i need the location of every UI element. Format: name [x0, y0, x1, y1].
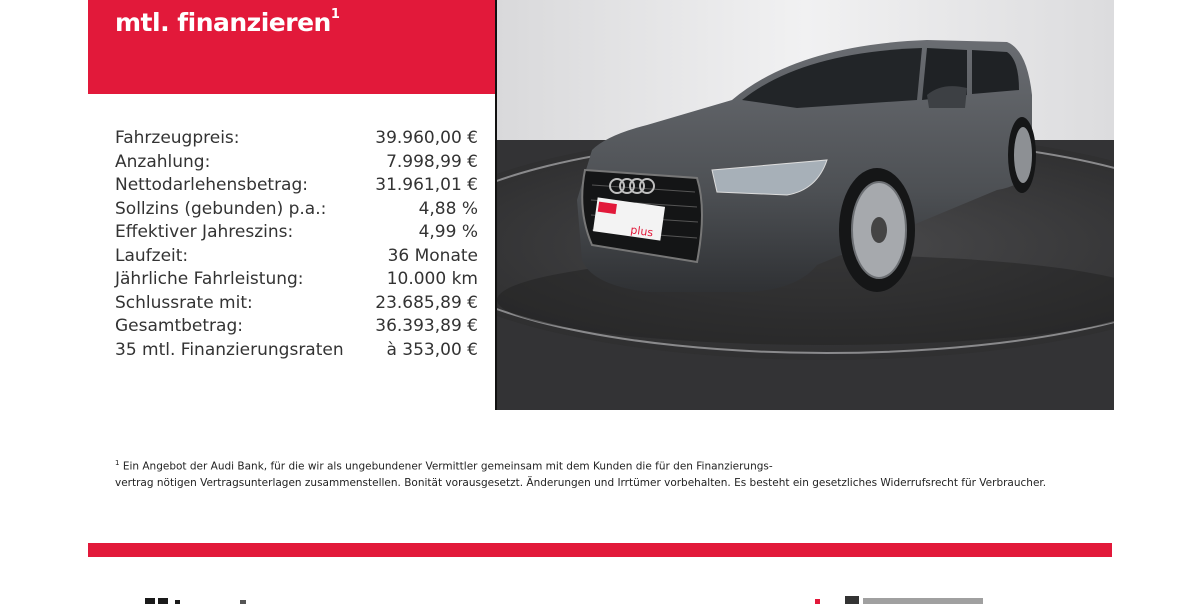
row-label: Nettodarlehensbetrag:	[115, 175, 308, 195]
financing-row	[115, 198, 478, 222]
financing-row	[115, 151, 478, 175]
footnote-marker: 1	[330, 6, 340, 22]
footnote-line-1-text: Ein Angebot der Audi Bank, für die wir als ungebundener Vermittler gemeinsam mit dem Kunden die für den Finanzierungs-	[122, 460, 773, 473]
financing-row	[115, 174, 478, 198]
row-value: 36.393,89 €	[375, 316, 478, 336]
row-value: 39.960,00 €	[375, 128, 478, 148]
row-label: Sollzins (gebunden) p.a.:	[115, 198, 327, 219]
row-label: Gesamtbetrag:	[115, 316, 243, 336]
row-value: 7.998,99 €	[386, 151, 478, 172]
footnote-line-marker: 1	[115, 459, 120, 467]
row-label: Anzahlung:	[115, 151, 211, 172]
offer-header	[88, 0, 495, 94]
row-value: 4,88 %	[418, 198, 478, 219]
row-value: 36 Monate	[387, 245, 478, 266]
financing-row	[115, 315, 478, 339]
row-value: 23.685,89 €	[375, 292, 478, 313]
footnote-line-2: vertrag nötigen Vertragsunterlagen zusammenstellen. Bonität vorausgesetzt. Änderungen und Irrtümer vorbehalten. Es besteht ein gesetzliches Widerrufsrecht für Verbraucher.	[115, 476, 1047, 489]
financing-row	[115, 245, 478, 269]
row-label: Laufzeit:	[115, 245, 189, 266]
financing-row	[115, 221, 478, 245]
row-label: Effektiver Jahreszins:	[115, 222, 294, 242]
footnote-line-1	[115, 455, 1115, 475]
offer-title-text: mtl. finanzieren	[115, 8, 331, 37]
row-value: à 353,00 €	[386, 339, 478, 360]
car-photo	[495, 0, 1114, 410]
financing-row	[115, 339, 478, 363]
financing-row	[115, 292, 478, 316]
plate-text: plus	[629, 223, 654, 240]
row-value: 4,99 %	[418, 222, 478, 242]
bottom-accent-bar	[88, 543, 1112, 557]
financing-table	[115, 127, 478, 362]
dealer-logo	[145, 592, 250, 604]
brand-logo	[815, 594, 995, 604]
row-value: 31.961,01 €	[375, 175, 478, 195]
row-label: Jährliche Fahrleistung:	[115, 269, 304, 289]
financing-row	[115, 127, 478, 151]
row-label: Schlussrate mit:	[115, 292, 253, 313]
financing-row	[115, 268, 478, 292]
offer-title	[115, 8, 339, 37]
car-illustration	[497, 0, 1114, 410]
row-label: Fahrzeugpreis:	[115, 128, 240, 148]
legal-footnote	[115, 455, 1115, 491]
row-value: 10.000 km	[386, 269, 478, 289]
row-label: 35 mtl. Finanzierungsraten	[115, 339, 344, 360]
